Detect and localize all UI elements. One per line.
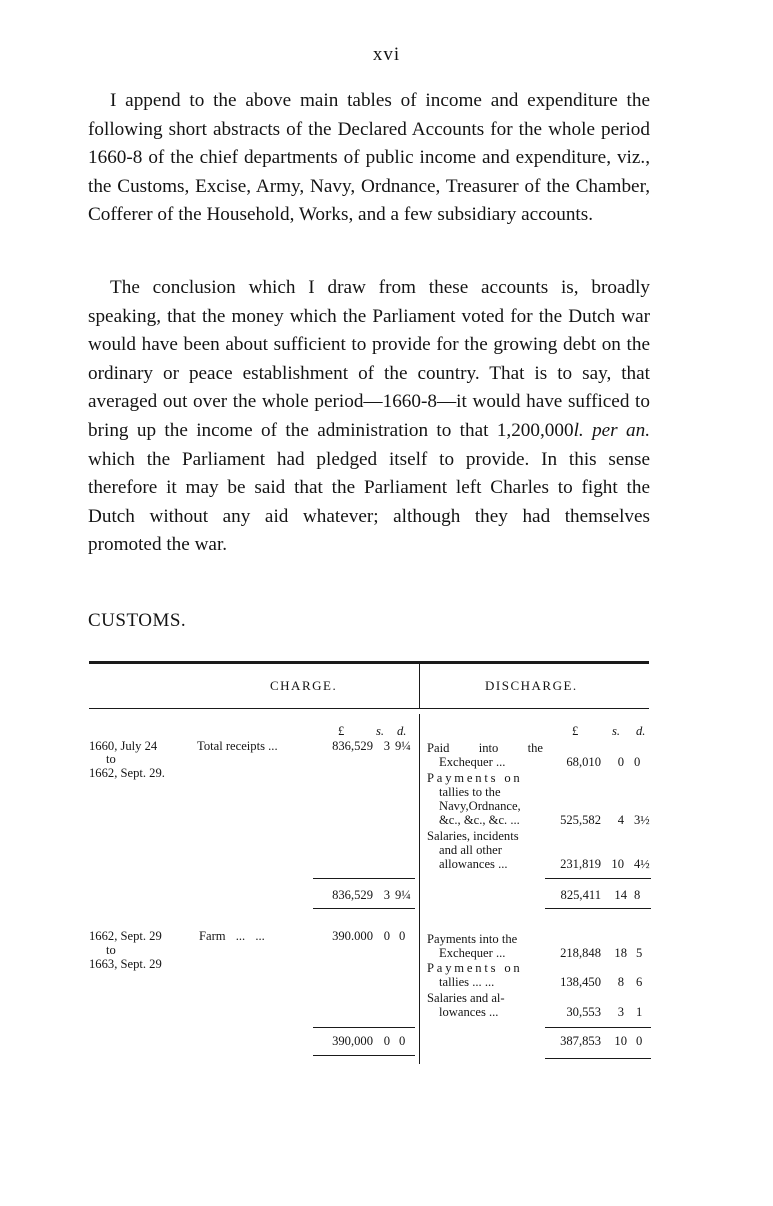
block1-discharge-total-shillings: 14 — [614, 888, 627, 902]
block2-discharge-total-rule-bottom — [545, 1058, 651, 1059]
block2-discharge-item2-pence: 6 — [636, 975, 643, 989]
block2-discharge-item3-pence: 1 — [636, 1005, 643, 1019]
block1-discharge-item1-shillings: 0 — [617, 755, 624, 769]
charge-pounds-header: £ — [338, 724, 345, 738]
block1-discharge-total-pounds: 825,411 — [560, 888, 601, 902]
block1-charge-total-pence: 9¼ — [395, 888, 411, 902]
block2-discharge-total-shillings: 10 — [614, 1034, 627, 1048]
block2-charge-total-pounds: 390,000 — [332, 1034, 373, 1048]
discharge-header: DISCHARGE. — [485, 678, 578, 693]
block1-discharge-item1-line1: Paid into the — [427, 741, 543, 755]
block1-charge-total-rule-bottom — [313, 908, 415, 909]
block1-discharge-item2-line2: tallies to the — [439, 785, 501, 799]
block1-charge-label: Total receipts ... — [197, 739, 278, 753]
charge-header: CHARGE. — [270, 678, 338, 693]
block2-discharge-item2-line1: Payments on — [427, 961, 523, 975]
conclusion-text-end: which the Parliament had pledged itself to provide. In this sense therefore it may be said that the Parliament left Charles to fight the Dutch without any aid whatever; although they had themselves promoted the war. — [88, 448, 650, 556]
block2-charge-total-pence: 0 — [399, 1034, 406, 1048]
block2-charge-pounds: 390.000 — [332, 929, 373, 943]
block2-discharge-item1-pounds: 218,848 — [560, 946, 601, 960]
block1-discharge-item3-line3: allowances ... — [439, 857, 508, 871]
block1-date-from: 1660, July 24 — [89, 739, 158, 753]
block2-charge-total-rule-top — [313, 1027, 415, 1028]
block2-discharge-item1-line2: Exchequer ... — [439, 946, 506, 960]
block2-discharge-item3-shillings: 3 — [617, 1005, 624, 1019]
block2-charge-shillings: 0 — [383, 929, 390, 943]
table-top-rule — [89, 661, 649, 664]
block2-charge-total-rule-bottom — [313, 1055, 415, 1056]
section-heading-customs: CUSTOMS. — [88, 610, 187, 631]
block1-charge-shillings: 3 — [383, 739, 390, 753]
paragraph-append-abstracts: I append to the above main tables of income and expenditure the following short abstracts of the Declared Accounts for the whole period 1660-8 of the chief departments of public income and expenditure, viz., the Customs, Excise, Army, Navy, Ordnance, Treasurer of the Chamber, Cofferer of the Household, Works, and a few subsidiary accounts. — [88, 90, 650, 226]
block2-discharge-item3-line1: Salaries and al- — [427, 991, 505, 1005]
block1-charge-total-rule-top — [313, 878, 415, 879]
block2-discharge-item2-line2: tallies ... ... — [439, 975, 495, 989]
block1-discharge-item3-shillings: 10 — [611, 857, 624, 871]
block2-discharge-item2-shillings: 8 — [617, 975, 624, 989]
block2-discharge-item1-pence: 5 — [636, 946, 643, 960]
block1-discharge-item2-line4: &c., &c., &c. ... — [439, 813, 520, 827]
block2-charge-pence: 0 — [399, 929, 406, 943]
charge-pence-header: d. — [397, 724, 407, 738]
block1-discharge-item3-pounds: 231,819 — [560, 857, 601, 871]
block1-discharge-item1-pounds: 68,010 — [566, 755, 601, 769]
conclusion-text-main: The conclusion which I draw from these accounts is, broadly speaking, that the money which the Parliament voted for the Dutch war would have been about sufficient to provide for the growing debt on the ordinary or peace establishment of the country. That is to say, that averaged out over the whole period—1660-8—it would have sufficed to bring up the income of the administration to that 1,200,000 — [88, 277, 650, 441]
block1-discharge-total-pence: 8 — [634, 888, 641, 902]
page-number: xvi — [372, 44, 401, 65]
block2-discharge-total-pounds: 387,853 — [560, 1034, 601, 1048]
block1-discharge-item2-pence: 3½ — [634, 813, 650, 827]
block2-charge-label: Farm ... ... — [199, 929, 265, 943]
block2-discharge-item3-pounds: 30,553 — [566, 1005, 601, 1019]
block1-discharge-item2-pounds: 525,582 — [560, 813, 601, 827]
block1-discharge-item2-line1: Payments on — [427, 771, 523, 785]
block1-charge-total-pounds: 836,529 — [332, 888, 373, 902]
block2-discharge-total-rule-top — [545, 1027, 651, 1028]
block1-discharge-item3-line2: and all other — [439, 843, 502, 857]
block2-discharge-item3-line2: lowances ... — [439, 1005, 499, 1019]
block1-charge-pence: 9¼ — [395, 739, 411, 753]
block2-discharge-item2-pounds: 138,450 — [560, 975, 601, 989]
block1-charge-pounds: 836,529 — [332, 739, 373, 753]
discharge-shillings-header: s. — [612, 724, 621, 738]
discharge-pence-header: d. — [636, 724, 646, 738]
block1-discharge-item1-line2: Exchequer ... — [439, 755, 506, 769]
block2-date-to: 1663, Sept. 29 — [89, 957, 162, 971]
block1-discharge-item3-pence: 4½ — [634, 857, 650, 871]
discharge-pounds-header: £ — [572, 724, 579, 738]
conclusion-unit-italic: l. per an. — [573, 419, 650, 441]
block1-discharge-item2-line3: Navy,Ordnance, — [439, 799, 521, 813]
block1-charge-total-shillings: 3 — [383, 888, 390, 902]
block1-discharge-total-rule-bottom — [545, 908, 651, 909]
block1-date-to: 1662, Sept. 29. — [89, 766, 165, 780]
column-divider-header — [419, 664, 420, 708]
header-bottom-rule — [89, 708, 649, 709]
block1-discharge-item3-line1: Salaries, incidents — [427, 829, 519, 843]
charge-shillings-header: s. — [376, 724, 385, 738]
block2-date-to-word: to — [106, 943, 116, 957]
block1-date-to-word: to — [106, 752, 116, 766]
column-divider-body — [419, 714, 420, 1064]
block2-discharge-item1-shillings: 18 — [614, 946, 627, 960]
block2-discharge-total-pence: 0 — [636, 1034, 643, 1048]
block1-discharge-item2-shillings: 4 — [617, 813, 624, 827]
block2-charge-total-shillings: 0 — [383, 1034, 390, 1048]
block2-discharge-item1-line1: Payments into the — [427, 932, 518, 946]
block1-discharge-total-rule-top — [545, 878, 651, 879]
block1-discharge-item1-pence: 0 — [634, 755, 641, 769]
block2-date-from: 1662, Sept. 29 — [89, 929, 162, 943]
